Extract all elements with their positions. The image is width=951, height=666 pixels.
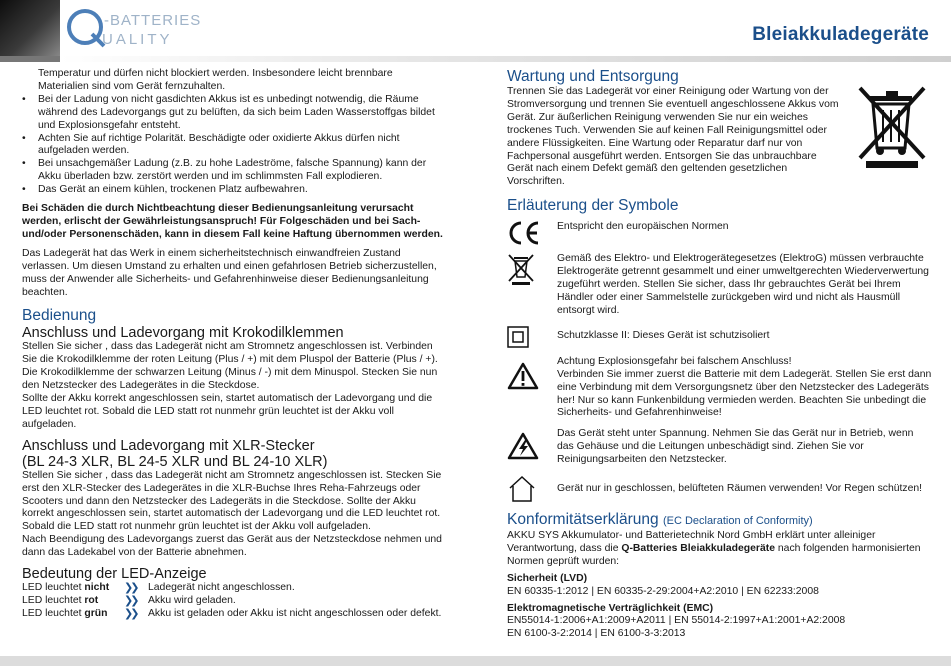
- led-prefix: LED leuchtet: [22, 607, 82, 619]
- konformitaet-subtitle: (EC Declaration of Conformity): [662, 515, 813, 528]
- led-prefix: LED leuchtet: [22, 582, 82, 594]
- header-band: [60, 56, 951, 62]
- emc-heading: Elektromagnetische Verträglichkeit (EMC): [507, 602, 714, 614]
- led-row: [22, 595, 446, 608]
- symbol-text: Entspricht den europäischen Normen: [557, 221, 729, 233]
- led-prefix: LED leuchtet: [22, 594, 82, 606]
- led-meaning: Akku ist geladen oder Akku ist nicht angeschlossen oder defekt.: [148, 607, 442, 619]
- konformitaet-paragraph: [507, 530, 932, 569]
- logo-text-batteries: -BATTERIES: [104, 12, 202, 29]
- q-batteries-logo: [64, 6, 274, 48]
- warning-triangle-icon: [507, 356, 557, 390]
- led-heading: Bedeutung der LED-Anzeige: [22, 566, 207, 583]
- symbol-text-block: [557, 356, 932, 421]
- weee-bin-large-icon: [852, 82, 932, 170]
- led-row: [22, 582, 446, 595]
- xlr-heading: Anschluss und Ladevorgang mit XLR-Stecker: [22, 437, 315, 454]
- emc-standards-2: EN 6100-3-2:2014 | EN 6100-3-3:2013: [507, 628, 686, 640]
- header-corner-decoration: [0, 0, 60, 58]
- continued-text: Temperatur und dürfen nicht blockiert werden. Insbesondere leicht brennbare Materialien sind vom Gerät fernzuhalten.: [38, 68, 393, 92]
- wartung-heading: Wartung und Entsorgung: [507, 68, 679, 85]
- xlr-paragraph: Stellen Sie sicher , dass das Ladegerät nicht am Stromnetz angeschlossen ist. Stecken Sie erst den XLR-Stecker des Ladegerätes in die XLR-Buchse Ihres Reha-Fahrzeugs oder Scooters und dann den Netzstecker des Ladegeräts in die Steckdose. Sollte der Akku korrekt angeschlossen sein, startet automatisch der Ladevorgang und die LED leuchtet rot. Sobald die LED statt rot nunmehr grün leuchtet ist der Akku voll aufgeladen.: [22, 469, 442, 533]
- kroko-heading: Anschluss und Ladevorgang mit Krokodilklemmen: [22, 325, 344, 342]
- konf-text-product: Q-Batteries Bleiakkuladegeräte: [621, 542, 775, 554]
- konformitaet-title: Konformitätserklärung: [507, 511, 659, 529]
- page-footer-band: [0, 656, 951, 666]
- symbol-text: Schutzklasse II: Dieses Gerät ist schutzisoliert: [557, 329, 770, 341]
- led-state: grün: [84, 607, 108, 619]
- lvd-standards: EN 60335-1:2012 | EN 60335-2-29:2004+A2:2010 | EN 62233:2008: [507, 585, 819, 597]
- header-band-left: [0, 56, 60, 62]
- left-column: [22, 68, 446, 621]
- konf-text-a: AKKU SYS Akkumulator- und Batterietechnik Nord GmbH erklärt unter alleiniger Verantwortung, dass die: [507, 530, 876, 554]
- led-state: nicht: [84, 582, 110, 594]
- symbol-text: Das Gerät steht unter Spannung. Nehmen Sie das Gerät nur in Betrieb, wenn das Gehäuse und die Leitungen unbeschädigt sind. Ziehen Sie vor Reinigungsarbeiten den Netzstecker.: [557, 428, 914, 466]
- ce-mark-icon: [507, 221, 557, 245]
- konf-text-b: nach folgenden harmonisierten Normen geprüft wurden:: [507, 542, 921, 567]
- list-item: • Bei der Ladung von nicht gasdichten Akkus ist es unbedingt notwendig, die Räume während des Ladevorgangs gut zu belüften, da sich beim Laden Wasserstoffgas bildet und Explosionsgefahr entsteht.: [22, 94, 446, 133]
- symbol-row: [507, 428, 932, 467]
- weee-bin-icon: [507, 253, 557, 285]
- symbol-text: Gerät nur in geschlossen, belüfteten Räumen verwenden! Vor Regen schützen!: [557, 483, 923, 495]
- symbol-row: [507, 326, 932, 348]
- right-column: [507, 68, 932, 641]
- symbol-row: [507, 221, 932, 245]
- kroko-paragraph-2: Sollte der Akku korrekt angeschlossen sein, startet automatisch der Ladevorgang und die LED leuchtet rot. Sobald die LED statt rot nunmehr grün leuchtet ist der Akku voll aufgeladen.: [22, 393, 433, 430]
- symbol-text: Verbinden Sie immer zuerst die Batterie mit dem Ladegerät. Stellen Sie erst dann eine Verbindung mit dem Versorgungsnetz über den Netzstecker des Ladegeräts her! Nur so kann Funkenbildung vermieden werden. Beachten Sie unbedingt die Sicherheits- und Gefahrenhinweise!: [557, 368, 932, 419]
- page-header: [0, 0, 951, 64]
- led-meaning: Ladegerät nicht angeschlossen.: [148, 582, 295, 594]
- symbole-heading: Erläuterung der Symbole: [507, 197, 679, 215]
- symbol-row: [507, 356, 932, 421]
- protection-class-2-icon: [507, 326, 557, 348]
- symbol-row: [507, 475, 932, 503]
- wartung-paragraph: Trennen Sie das Ladegerät vor einer Reinigung oder Wartung von der Stromversorgung und trennen Sie eventuell angeschlossene Akkus vom Gerät. Zur äußerlichen Reinigung verwenden Sie nur ein weiches trockenes Tuch. Verwenden Sie auf keinen Fall Reinigungsmittel oder andere Flüssigkeiten. Eine Wartung oder Reparatur darf nur von Fachpersonal ausgeführt werden. Entsorgen Sie das unbrauchbare Gerät nach einem Defekt gemäß den geltenden gesetzlichen Vorschriften.: [507, 86, 839, 188]
- symbol-row: [507, 253, 932, 318]
- logo-text-quality: UALITY: [102, 31, 173, 48]
- bedienung-heading: Bedienung: [22, 307, 97, 325]
- high-voltage-icon: [507, 428, 557, 460]
- symbol-text: Gemäß des Elektro- und Elektrogerätegesetzes (ElektroG) müssen verbrauchte Elektrogeräte getrennt gesammelt und einer umweltgerechten Wiederverwertung zugeführt werden. Stellen Sie sicher, dass Ihr gebrauchtes Gerät bei Ihrem Händler oder einer Sammelstelle zurückgeben wird und nicht als Hausmüll entsorgt wird.: [557, 253, 929, 316]
- led-meaning: Akku wird geladen.: [148, 594, 236, 606]
- indoor-house-icon: [507, 475, 557, 503]
- lvd-heading: Sicherheit (LVD): [507, 572, 588, 584]
- double-chevron-icon: ❯❯: [124, 582, 137, 595]
- xlr-paragraph-2: Nach Beendigung des Ladevorgangs zuerst das Gerät aus der Netzsteckdose nehmen und dann das Ladekabel von der Batterie abnehmen.: [22, 534, 442, 559]
- kroko-paragraph: Stellen Sie sicher , dass das Ladegerät nicht am Stromnetz angeschlossen ist. Verbinden Sie die Krokodilklemme der roten Leitung (Plus / +) mit dem Pluspol der Batterie (Plus / +). Die Krokodilklemme der schwarzen Leitung (Minus / -) mit dem Minuspol. Stecken Sie nun den Netzstecker des Ladegerätes in die Steckdose.: [22, 341, 438, 392]
- page-title: Bleiakkuladegeräte: [752, 24, 929, 45]
- list-item: • Bei unsachgemäßer Ladung (z.B. zu hohe Ladeströme, falsche Spannung) kann der Akku überladen bzw. zerstört werden und im schlimmsten Fall explodieren.: [22, 158, 446, 184]
- list-item: • Das Gerät an einem kühlen, trockenen Platz aufbewahren.: [22, 184, 446, 197]
- symbol-text-bold-line: Achtung Explosionsgefahr bei falschem Anschluss!: [557, 355, 792, 367]
- intro-paragraph: Das Ladegerät hat das Werk in einem sicherheitstechnisch einwandfreien Zustand verlassen. Um diesen Umstand zu erhalten und einen gefahrlosen Betrieb sicherzustellen, muss der Anwender alle Sicherheits- und Gefahrenhinweise dieser Bedienungsanleitung beachten.: [22, 247, 437, 298]
- warning-paragraph: Bei Schäden die durch Nichtbeachtung dieser Bedienungsanleitung verursacht werden, erlischt der Gewährleistungsanspruch! Für Folgeschäden und bei Sach- und/oder Personenschäden, kann in diesem Fall keine Haftung übernommen werden.: [22, 203, 443, 240]
- xlr-heading-models: (BL 24-3 XLR, BL 24-5 XLR und BL 24-10 XLR): [22, 453, 328, 470]
- konformitaet-heading: [507, 511, 932, 530]
- led-state: rot: [84, 594, 99, 606]
- double-chevron-icon: ❯❯: [124, 594, 137, 607]
- double-chevron-icon: ❯❯: [124, 607, 137, 620]
- list-item: • Achten Sie auf richtige Polarität. Beschädigte oder oxidierte Akkus dürfen nicht aufgeladen werden.: [22, 133, 446, 159]
- emc-standards: EN55014-1:2006+A1:2009+A2011 | EN 55014-2:1997+A1:2001+A2:2008: [507, 615, 846, 627]
- led-row: [22, 608, 446, 621]
